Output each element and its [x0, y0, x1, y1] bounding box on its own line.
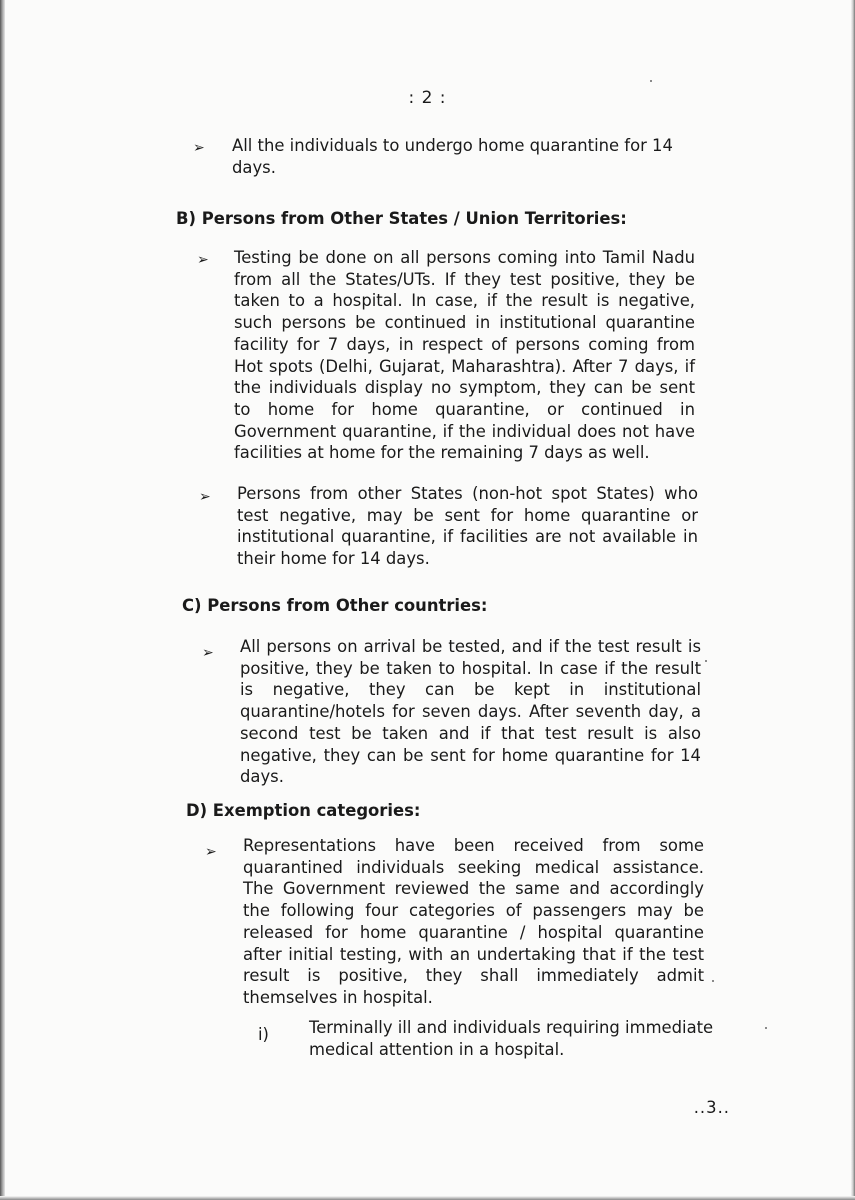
list-item-text: Terminally ill and individuals requiring immediate medical attention in a hospital. — [309, 1018, 714, 1059]
section-b-bullet-2: Persons from other States (non-hot spot States) who test negative, may be sent for home quarantine or institutional quarantine, if facilities are not available in their home for 14 days. — [237, 484, 698, 569]
list-item-marker: i) — [258, 1025, 269, 1044]
scan-edge-left — [0, 0, 5, 1200]
arrow-bullet-icon: ➢ — [205, 844, 217, 860]
arrow-bullet-icon: ➢ — [202, 645, 214, 661]
scan-speck — [765, 1027, 767, 1029]
arrow-bullet-icon: ➢ — [193, 140, 205, 156]
continuation-marker: ..3.. — [693, 1098, 730, 1117]
section-b-bullet-1: Testing be done on all persons coming into Tamil Nadu from all the States/UTs. If they test positive, they be taken to a hospital. In case, if the result is negative, such persons be continued in institutional quarantine facility for 7 days, in respect of persons coming from Hot spots (Delhi, Gujarat, Maharashtra). After 7 days, if the individuals display no symptom, they can be sent to home for home quarantine, or continued in Government quarantine, if the individual does not have facilities at home for the remaining 7 days as well. — [234, 248, 695, 463]
section-d-heading: D) Exemption categories: — [186, 801, 421, 820]
section-b-heading: B) Persons from Other States / Union Territories: — [176, 209, 627, 228]
scan-edge-right — [851, 0, 855, 1200]
scan-speck — [650, 80, 652, 82]
scan-speck — [705, 660, 707, 662]
section-d-bullet-1: Representations have been received from some quarantined individuals seeking medical assistance. The Government reviewed the same and accordingly the following four categories of passengers may be released for home quarantine / hospital quarantine after initial testing, with an undertaking that if the test result is positive, they shall immediately admit themselves in hospital. — [243, 836, 704, 1007]
scan-speck — [712, 980, 714, 982]
scan-edge-bottom — [0, 1196, 855, 1200]
arrow-bullet-icon: ➢ — [197, 252, 209, 268]
page-number: : 2 : — [408, 88, 447, 108]
arrow-bullet-icon: ➢ — [199, 489, 211, 505]
intro-bullet-text: All the individuals to undergo home quarantine for 14 days. — [232, 136, 673, 177]
section-c-bullet-1: All persons on arrival be tested, and if the test result is positive, they be taken to hospital. In case if the result is negative, they can be kept in institutional quarantine/hotels for seven days. After seventh day, a second test be taken and if that test result is also negative, they can be sent for home quarantine for 14 days. — [240, 637, 701, 787]
section-c-heading: C) Persons from Other countries: — [182, 596, 488, 615]
